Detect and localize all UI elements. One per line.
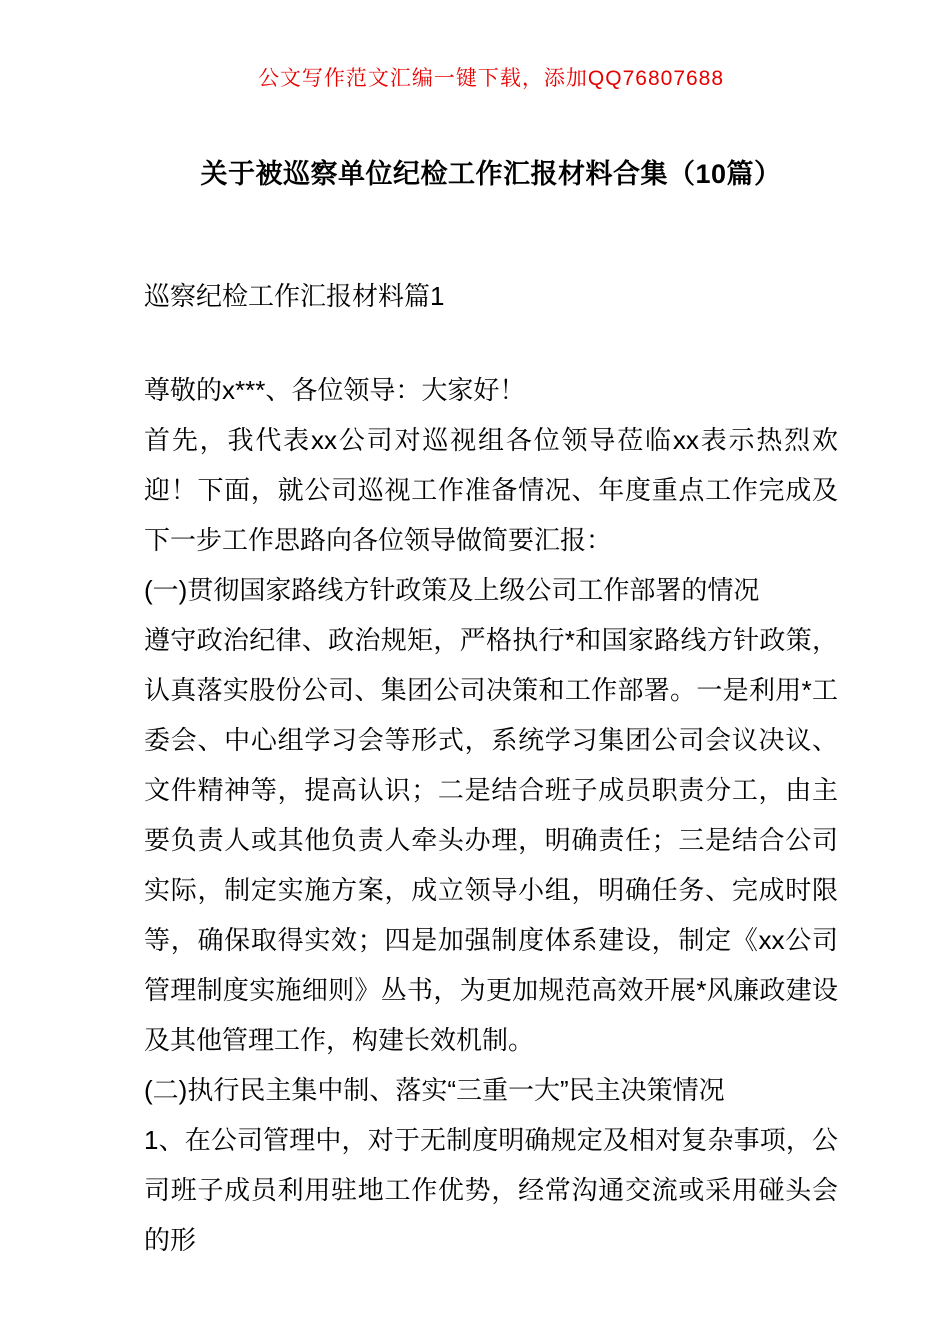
paragraph: 尊敬的x***、各位领导：大家好！ [144,375,526,405]
paragraph: (一)贯彻国家路线方针政策及上级公司工作部署的情况 [144,575,760,605]
promo-banner: 公文写作范文汇编一键下载，添加QQ76807688 [257,67,725,90]
paragraph: 1、在公司管理中，对于无制度明确规定及相对复杂事项，公司班子成员利用驻地工作优势，经常沟通交流或采用碰头会的形 [144,1125,838,1255]
paragraph: 遵守政治纪律、政治规矩，严格执行*和国家路线方针政策，认真落实股份公司、集团公司决策和工作部署。一是利用*工委会、中心组学习会等形式，系统学习集团公司会议决议、文件精神等，提高认识；二是结合班子成员职责分工，由主要负责人或其他负责人牵头办理，明确责任；三是结合公司实际，制定实施方案，成立领导小组，明确任务、完成时限等，确保取得实效；四是加强制度体系建设，制定《xx公司管理制度实施细则》丛书，为更加规范高效开展*风廉政建设及其他管理工作，构建长效机制。 [144,625,838,1055]
paragraph: (二)执行民主集中制、落实“三重一大”民主决策情况 [144,1075,725,1105]
paragraph: 首先，我代表xx公司对巡视组各位领导莅临xx表示热烈欢迎！下面，就公司巡视工作准备情况、年度重点工作完成及下一步工作思路向各位领导做简要汇报： [144,425,838,555]
document-body [144,365,838,1265]
document-title: 关于被巡察单位纪检工作汇报材料合集（10篇） [200,159,782,189]
section-heading: 巡察纪检工作汇报材料篇1 [144,281,445,311]
